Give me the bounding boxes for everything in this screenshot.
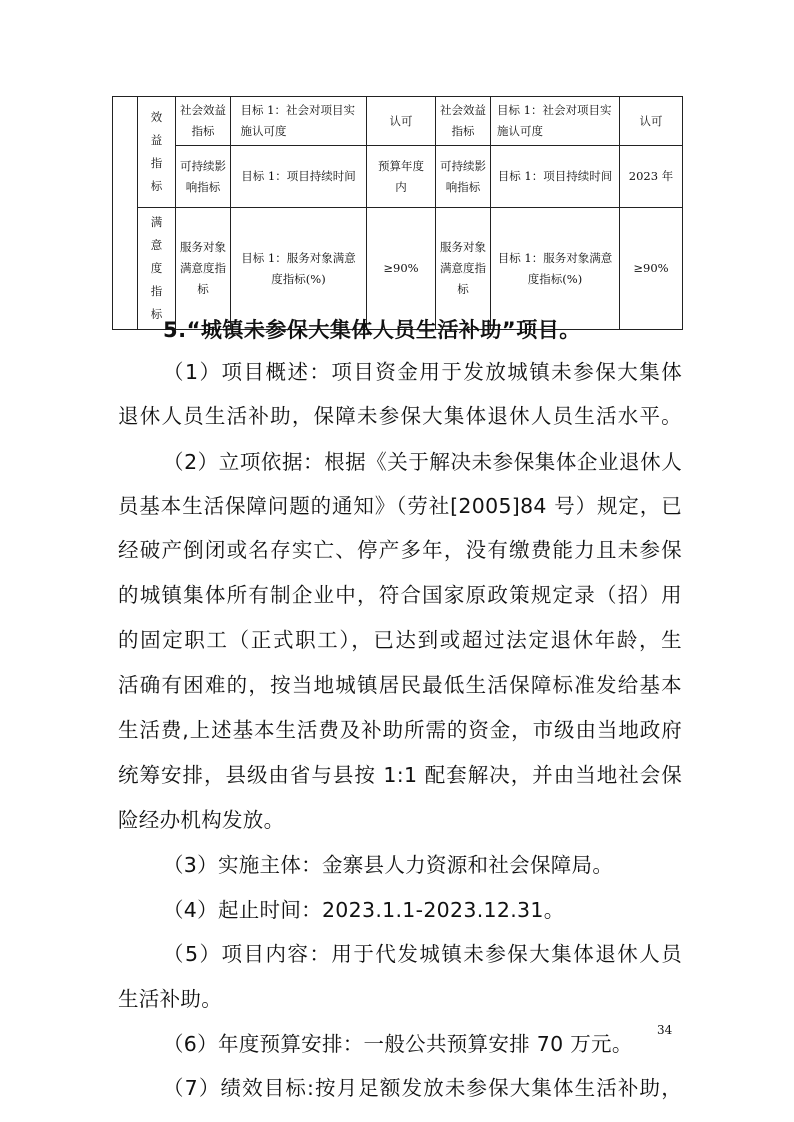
paragraph-line: （6）年度预算安排：一般公共预算安排 70 万元。 — [163, 1032, 633, 1056]
paragraph-line: （2）立项依据：根据《关于解决未参保集体企业退休人 — [163, 450, 682, 474]
indicator-label: 服务对象满意度指标 — [180, 240, 226, 296]
group-label: 满意度指标 — [150, 215, 163, 321]
target-cell — [491, 97, 620, 146]
paragraph-line: 统筹安排，县级由省与县按 1:1 配套解决，并由当地社会保 — [118, 763, 682, 787]
table-row — [113, 97, 683, 146]
section-heading: 5.“城镇未参保大集体人员生活补助”项目。 — [163, 318, 581, 342]
paragraph-line: 活确有困难的，按当地城镇居民最低生活保障标准发给基本 — [118, 673, 682, 697]
paragraph-line: 生活补助。 — [118, 987, 222, 1011]
table-row — [113, 208, 683, 330]
performance-table — [112, 96, 683, 330]
paragraph-line: 险经办机构发放。 — [118, 808, 285, 832]
target-cell: 目标 1：项目持续时间 — [491, 146, 620, 208]
table-row — [113, 146, 683, 208]
value-cell — [367, 146, 436, 208]
paragraph-line: 退休人员生活补助，保障未参保大集体退休人员生活水平。 — [118, 404, 682, 428]
paragraph-line: （4）起止时间：2023.1.1-2023.12.31。 — [163, 898, 565, 922]
target-text: 目标 1：服务对象满意度指标(%) — [241, 250, 356, 286]
indicator-cell — [436, 146, 491, 208]
indicator-cell — [176, 146, 231, 208]
paragraph-line: （3）实施主体：金寨县人力资源和社会保障局。 — [163, 853, 614, 877]
target-text: 目标 1：社会对项目实施认可度 — [497, 103, 612, 138]
indicator-cell — [176, 208, 231, 330]
value-cell: 2023 年 — [620, 146, 683, 208]
target-cell: 目标 1：项目持续时间 — [231, 146, 367, 208]
indicator-cell — [436, 208, 491, 330]
indicator-cell — [176, 97, 231, 146]
indicator-label: 社会效益指标 — [180, 103, 226, 138]
page-number: 34 — [657, 1023, 673, 1037]
paragraph-line: 的城镇集体所有制企业中，符合国家原政策规定录（招）用 — [118, 583, 682, 607]
value-cell: ≥90% — [620, 208, 683, 330]
group-label: 效益指标 — [150, 110, 163, 193]
value-cell: 认可 — [620, 97, 683, 146]
target-text: 目标 1：社会对项目实施认可度 — [240, 103, 355, 138]
indicator-label: 服务对象满意度指标 — [440, 240, 486, 296]
paragraph-line: （7）绩效目标:按月足额发放未参保大集体生活补助， — [163, 1076, 682, 1100]
value-cell: ≥90% — [367, 208, 436, 330]
group-cell — [138, 208, 176, 330]
paragraph-line: （5）项目内容：用于代发城镇未参保大集体退休人员 — [163, 942, 682, 966]
indicator-label: 可持续影响指标 — [180, 158, 226, 194]
group-cell — [138, 97, 176, 208]
value-text: 预算年度内 — [378, 158, 424, 194]
paragraph-line: 生活费,上述基本生活费及补助所需的资金，市级由当地政府 — [118, 718, 682, 742]
indicator-label: 可持续影响指标 — [440, 158, 486, 194]
target-cell — [231, 97, 367, 146]
paragraph-line: 的固定职工（正式职工），已达到或超过法定退休年龄，生 — [118, 628, 682, 652]
blank-cell — [113, 97, 138, 330]
paragraph-line: （1）项目概述：项目资金用于发放城镇未参保大集体 — [163, 360, 682, 384]
paragraph-line: 员基本生活保障问题的通知》（劳社[2005]84 号）规定，已 — [118, 494, 682, 518]
paragraph-line: 经破产倒闭或名存实亡、停产多年，没有缴费能力且未参保 — [118, 538, 682, 562]
target-cell — [491, 208, 620, 330]
indicator-cell — [436, 97, 491, 146]
target-text: 目标 1：服务对象满意度指标(%) — [497, 250, 613, 286]
target-cell — [231, 208, 367, 330]
value-cell: 认可 — [367, 97, 436, 146]
indicator-label: 社会效益指标 — [440, 103, 486, 138]
